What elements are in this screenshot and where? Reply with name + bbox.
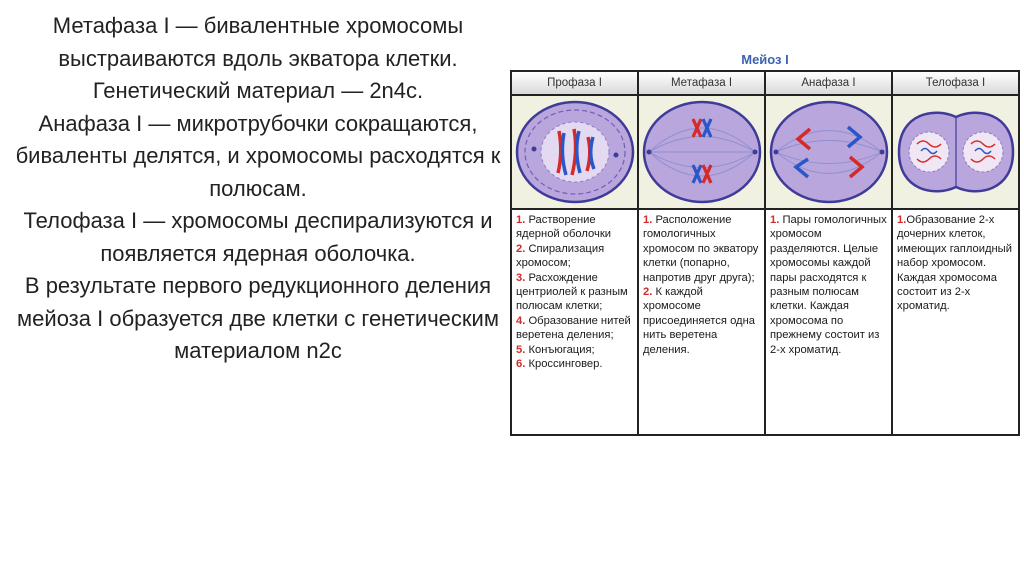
anaphase-image xyxy=(765,95,892,209)
list-item: 6. Кроссинговер. xyxy=(516,358,603,371)
figure-title: Мейоз I xyxy=(741,52,789,67)
list-item: 2. Спирализация хромосом; xyxy=(516,242,605,270)
prophase-description xyxy=(511,209,638,435)
header-telophase: Телофаза I xyxy=(892,71,1019,95)
list-item: 1. Расположение гомологичных хромосом по экватору клетки (попарно, напротив друг друга); xyxy=(643,214,759,284)
telophase-cell-illustration xyxy=(895,99,1017,205)
left-description xyxy=(8,10,508,368)
anaphase-cell-illustration xyxy=(768,99,890,205)
meiosis-table xyxy=(510,70,1020,436)
list-item: 1. Растворение ядерной оболочки xyxy=(516,214,611,241)
header-metaphase: Метафаза I xyxy=(638,71,765,95)
telophase-image xyxy=(892,95,1019,209)
result-text: В результате первого редукционного деления мейоза I образуется две клетки с генетическим материалом n2c xyxy=(17,273,499,363)
telophase-text: Телофаза I — хромосомы деспирализуются и появляется ядерная оболочка. xyxy=(23,208,493,266)
metaphase-text: Метафаза I — бивалентные хромосомы выстраиваются вдоль экватора клетки. Генетический материал — 2n4c. xyxy=(52,13,464,103)
list-item: 2. К каждой хромосоме присоединяется одна нить веретена деления. xyxy=(643,286,755,356)
list-item: 5. Конъюгация; xyxy=(516,343,595,356)
list-item: 1.Образование 2-х дочерних клеток, имеющих гаплоидный набор хромосом. Каждая хромосома состоит из 2-х хроматид. xyxy=(897,214,1012,313)
metaphase-cell-illustration xyxy=(641,99,763,205)
header-prophase: Профаза I xyxy=(511,71,638,95)
list-item: 3. Расхождение центриолей к разным полюсам клетки; xyxy=(516,271,628,313)
anaphase-description xyxy=(765,209,892,435)
header-anaphase: Анафаза I xyxy=(765,71,892,95)
prophase-cell-illustration xyxy=(514,99,636,205)
list-item: 1. Пары гомологичных хромосом разделяются. Целые хромосомы каждой пары расходятся к разным полюсам клетки. Каждая хромосома по прежнему состоит из 2-х хроматид. xyxy=(770,214,887,356)
prophase-image xyxy=(511,95,638,209)
metaphase-description xyxy=(638,209,765,435)
metaphase-image xyxy=(638,95,765,209)
list-item: 4. Образование нитей веретена деления; xyxy=(516,314,631,342)
telophase-description xyxy=(892,209,1019,435)
anaphase-text: Анафаза I — микротрубочки сокращаются, биваленты делятся, и хромосомы расходятся к полюсам. xyxy=(15,110,501,201)
meiosis-figure xyxy=(508,52,1022,438)
